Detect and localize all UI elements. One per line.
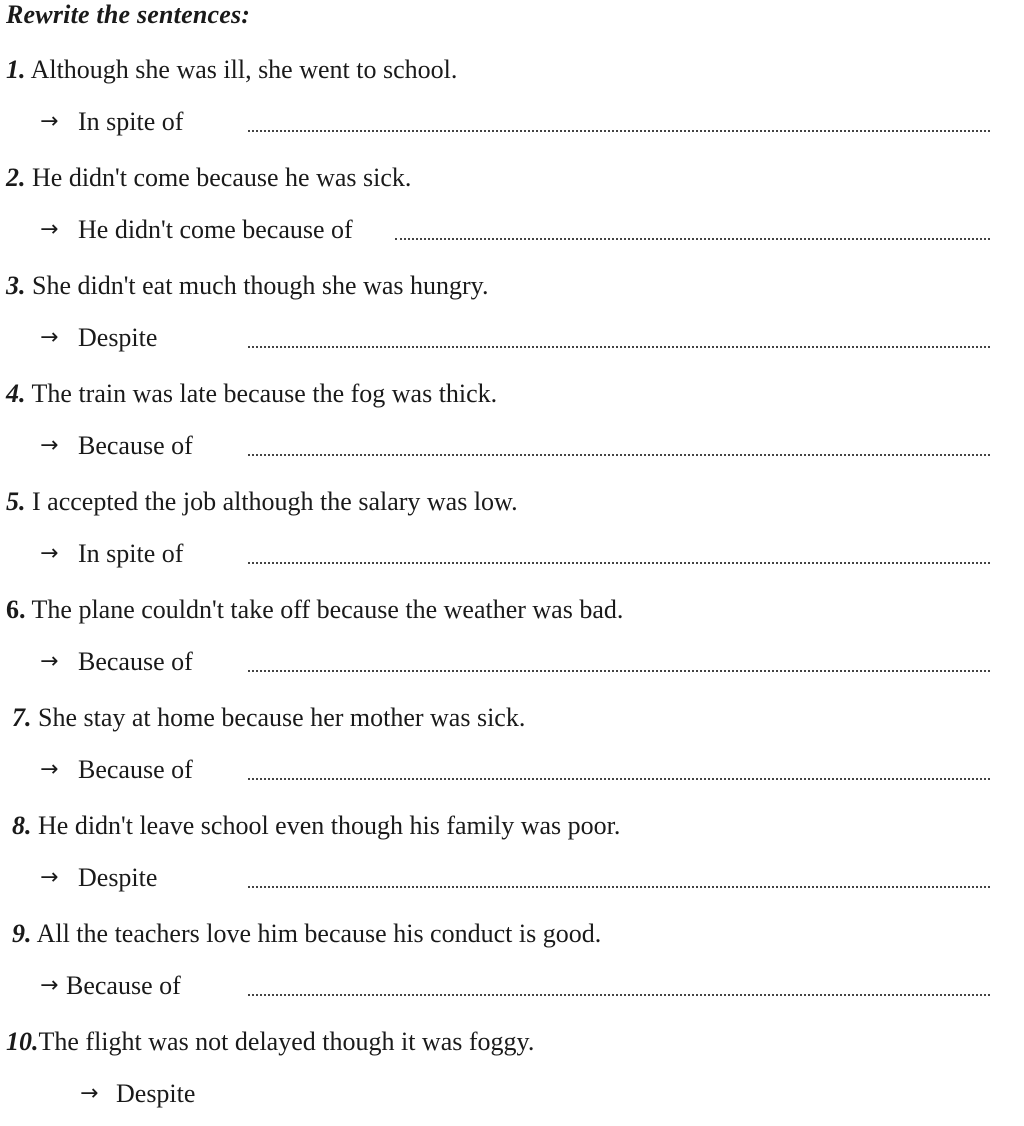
sentence [12,918,601,950]
item-number: 9. [12,919,32,948]
sentence-text: She stay at home because her mother was sick. [38,703,526,732]
rewrite-prompt: Because of [66,971,181,1000]
answer-row [0,970,990,1002]
item-number: 7. [12,703,32,732]
answer-row [0,754,990,786]
exercise-item-3 [0,270,1024,370]
arrow-right-icon: → [40,217,59,242]
answer-blank[interactable] [395,238,990,240]
exercise-item-6 [0,594,1024,694]
sentence [6,162,411,194]
answer-row [0,430,990,462]
arrow-right-icon: → [40,649,59,674]
arrow-right-icon: → [40,973,59,998]
rewrite-prompt: Because of [78,647,193,676]
worksheet-title: Rewrite the sentences: [6,0,251,29]
exercise-item-9 [0,918,1024,1018]
rewrite-prompt: Because of [78,431,193,460]
item-number: 10. [6,1027,39,1056]
sentence [6,486,518,518]
item-number: 8. [12,811,32,840]
item-number: 2. [6,163,26,192]
sentence [6,594,623,626]
rewrite-prompt: Despite [116,1079,196,1108]
sentence-text: The plane couldn't take off because the weather was bad. [31,595,624,624]
answer-blank[interactable] [248,130,990,132]
answer-row [0,538,990,570]
sentence-text: I accepted the job although the salary was low. [32,487,518,516]
answer-row [0,646,990,678]
item-number: 5. [6,487,26,516]
sentence-text: He didn't come because he was sick. [32,163,412,192]
rewrite-prompt: In spite of [78,107,184,136]
exercise-item-10 [0,1026,1024,1126]
rewrite-prompt: He didn't come because of [78,215,353,244]
rewrite-prompt: Because of [78,755,193,784]
sentence-text: He didn't leave school even though his family was poor. [38,811,621,840]
rewrite-prompt: Despite [78,863,158,892]
exercise-item-5 [0,486,1024,586]
answer-row [0,106,990,138]
rewrite-prompt: Despite [78,323,158,352]
arrow-right-icon: → [40,865,59,890]
sentence [6,378,497,410]
answer-blank[interactable] [248,886,990,888]
rewrite-prompt: In spite of [78,539,184,568]
sentence-text: All the teachers love him because his conduct is good. [36,919,602,948]
answer-row [0,1078,990,1110]
answer-row [0,214,990,246]
sentence [6,1026,534,1058]
answer-blank[interactable] [248,778,990,780]
sentence-text: The train was late because the fog was thick. [31,379,498,408]
sentence-text: The flight was not delayed though it was foggy. [38,1027,535,1056]
sentence [12,702,525,734]
item-number: 3. [6,271,26,300]
sentence-text: She didn't eat much though she was hungry. [32,271,489,300]
exercise-item-8 [0,810,1024,910]
sentence-text: Although she was ill, she went to school. [30,55,458,84]
answer-row [0,862,990,894]
exercise-item-4 [0,378,1024,478]
answer-row [0,322,990,354]
answer-blank[interactable] [248,454,990,456]
arrow-right-icon: → [40,433,59,458]
item-number: 6. [6,595,26,624]
answer-blank[interactable] [248,346,990,348]
sentence [6,270,489,302]
arrow-right-icon: → [40,757,59,782]
sentence [12,810,620,842]
sentence [6,54,457,86]
item-number: 1. [6,55,26,84]
exercise-item-7 [0,702,1024,802]
arrow-right-icon: → [40,325,59,350]
item-number: 4. [6,379,26,408]
arrow-right-icon: → [80,1081,99,1106]
answer-blank[interactable] [248,994,990,996]
exercise-item-2 [0,162,1024,262]
answer-blank[interactable] [248,670,990,672]
arrow-right-icon: → [40,541,59,566]
arrow-right-icon: → [40,109,59,134]
answer-blank[interactable] [248,562,990,564]
exercise-item-1 [0,54,1024,154]
